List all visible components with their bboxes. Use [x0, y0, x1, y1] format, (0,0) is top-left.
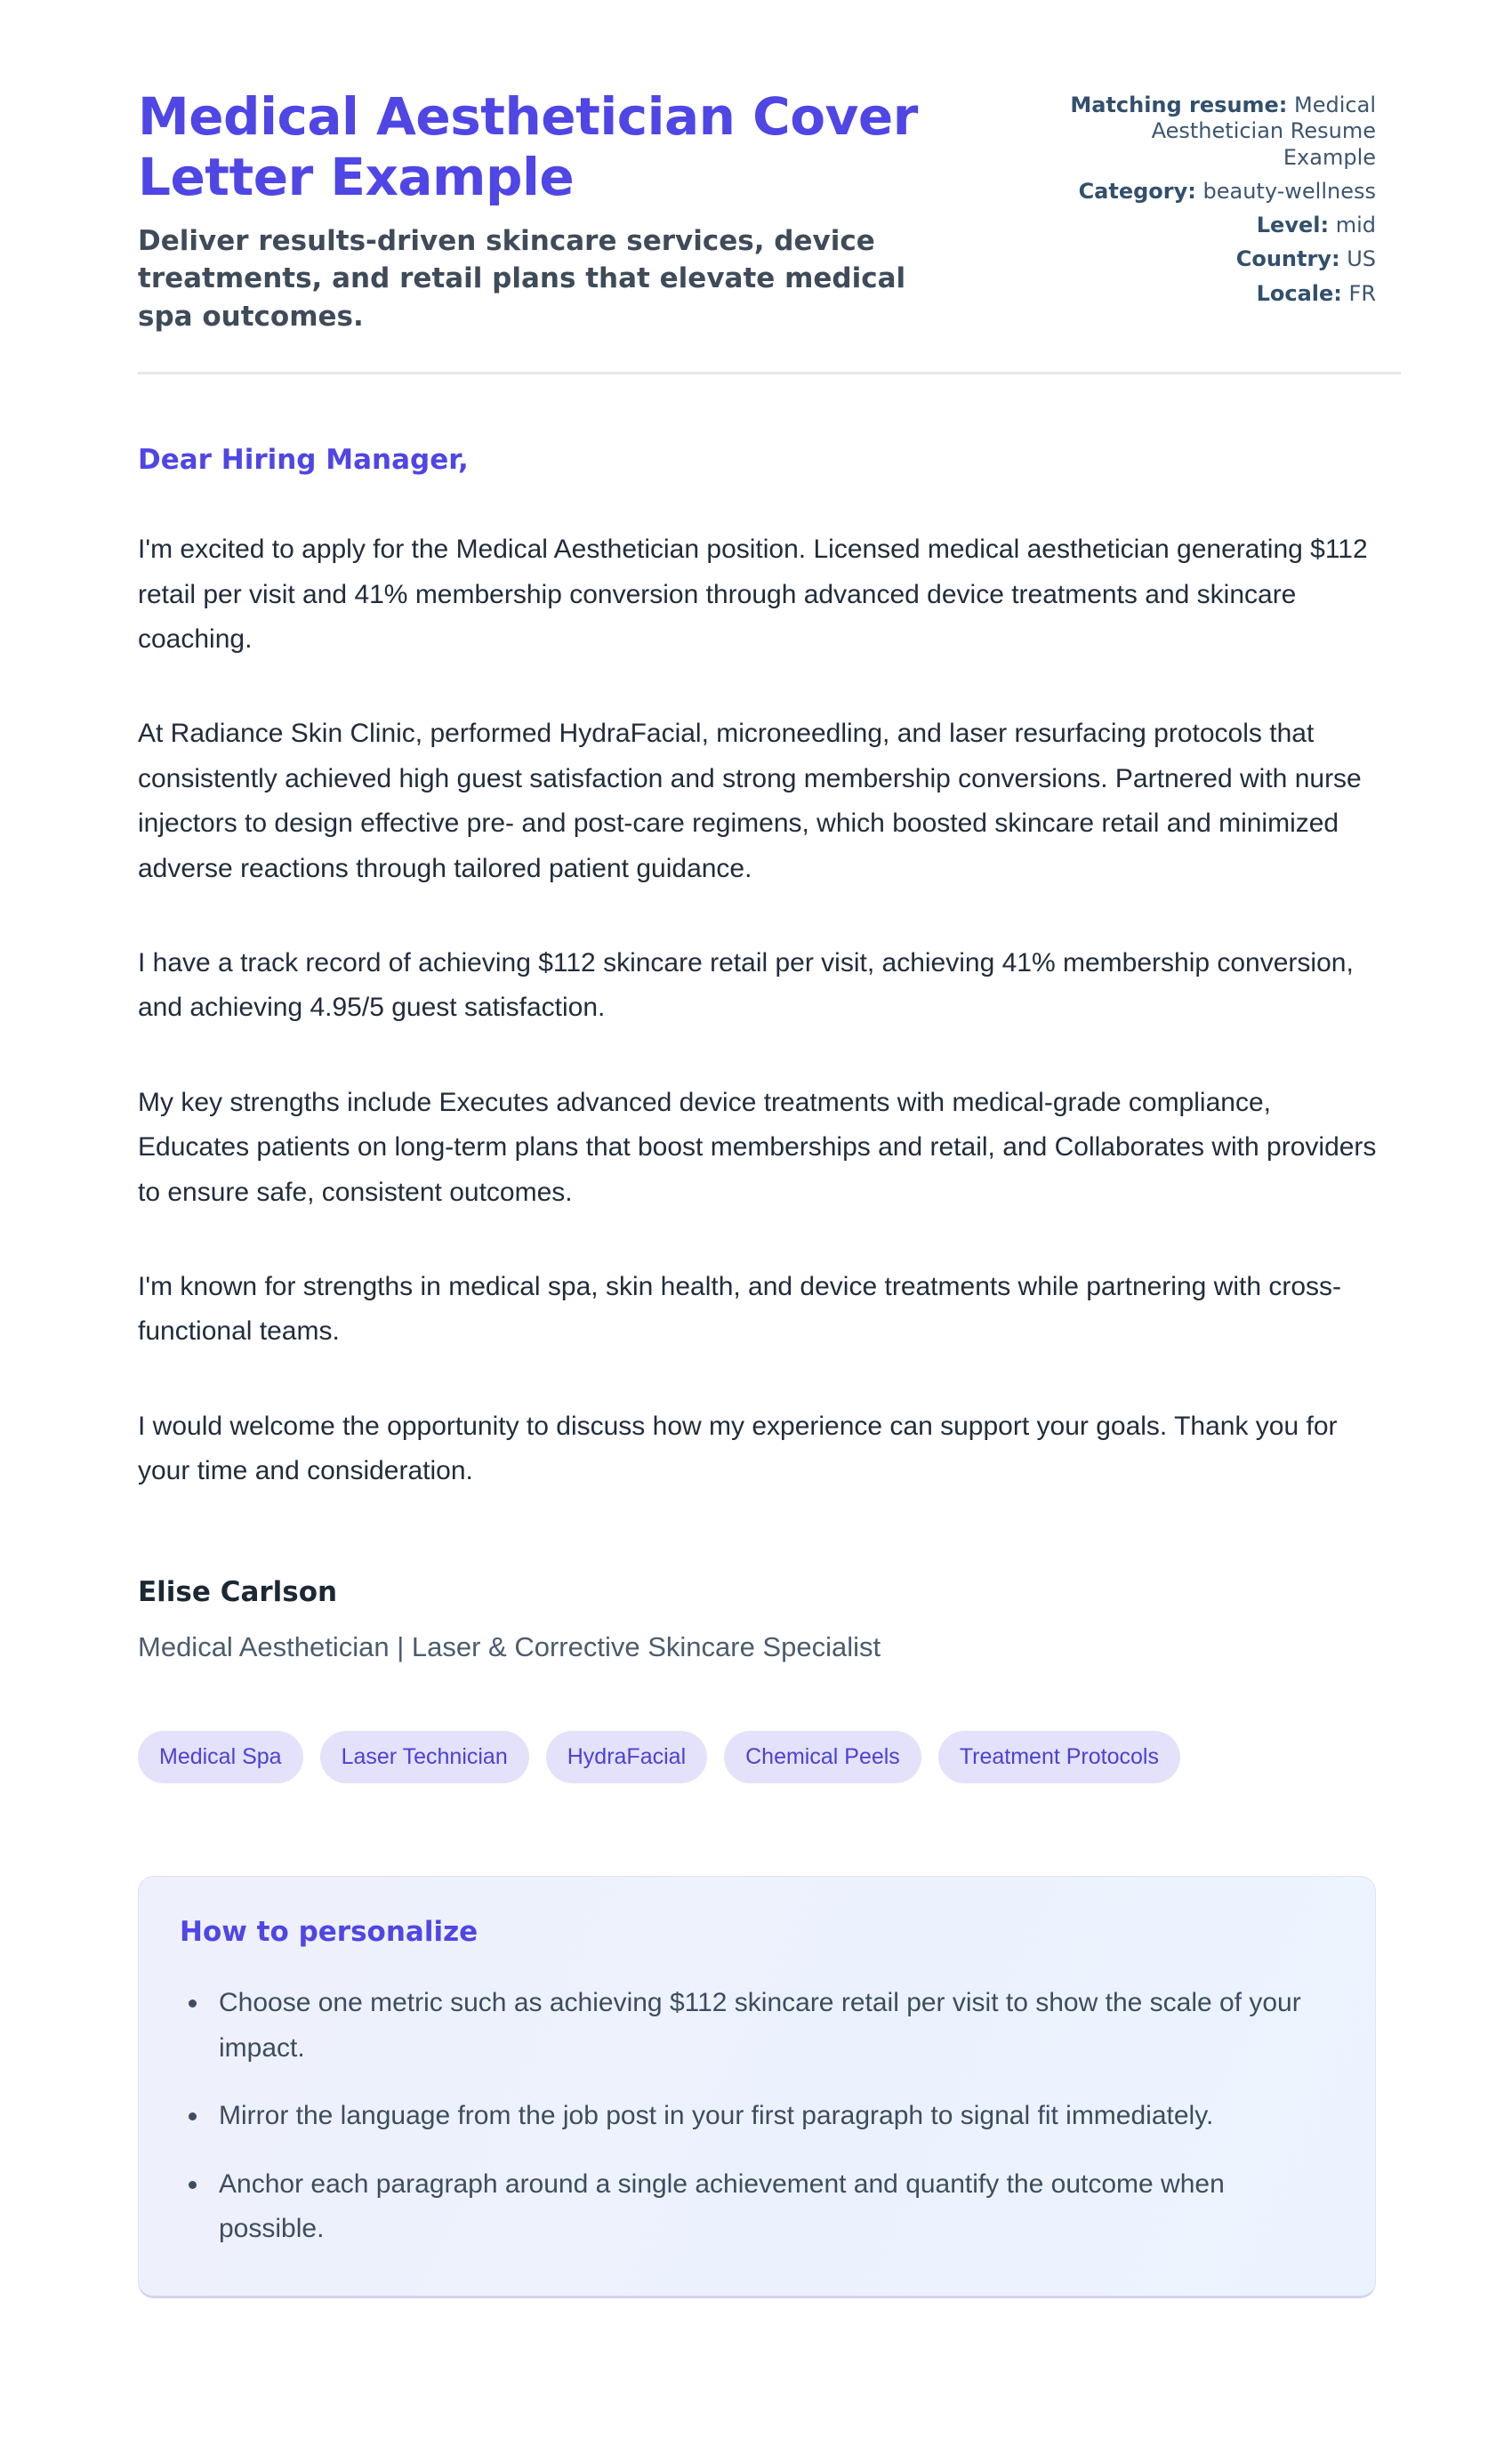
skill-tag-chemical-peels[interactable]: Chemical Peels: [724, 1731, 921, 1783]
meta-label: Locale:: [1256, 280, 1342, 306]
tip-item: • Choose one metric such as achieving $112 skincare retail per visit to show the scale of your impact.: [210, 1981, 1313, 2071]
letter-paragraph: I'm excited to apply for the Medical Aesthetician position. Licensed medical aesthetician generating $112 retail per visit and 41% membership conversion through advanced device treatments and skincare coaching.: [138, 535, 1368, 655]
meta-row-level: [1058, 213, 1376, 238]
meta-value: beauty-wellness: [1202, 178, 1376, 204]
how-to-personalize-box: [138, 1876, 1376, 2298]
skill-tags: [138, 1731, 1401, 1783]
page-title: Medical Aesthetician Cover Letter Example: [138, 86, 918, 207]
signature-name: Elise Carlson: [138, 1575, 338, 1608]
letter-paragraph: At Radiance Skin Clinic, performed HydraFacial, microneedling, and laser resurfacing protocols that consistently achieved high guest satisfaction and strong membership conversions. Partnered with nurse injectors to design effective pre- and post-care regimens, which boosted skincare retail and minimized adverse reactions through tailored patient guidance.: [138, 719, 1362, 883]
skill-tag-laser-technician[interactable]: Laser Technician: [320, 1731, 529, 1783]
skill-tag-medical-spa[interactable]: Medical Spa: [138, 1731, 303, 1783]
meta-row-matching-resume: [1058, 93, 1376, 171]
salutation: Dear Hiring Manager,: [138, 444, 469, 477]
tips-title: How to personalize: [180, 1916, 479, 1949]
meta-row-country: [1058, 246, 1376, 272]
letter-paragraph: My key strengths include Executes advanced device treatments with medical-grade compliance, Educates patients on long-term plans that boost memberships and retail, and Collaborates with providers to ensure safe, consistent outcomes.: [138, 1087, 1377, 1207]
skill-tag-hydrafacial[interactable]: HydraFacial: [546, 1731, 707, 1783]
header: [138, 87, 1401, 336]
meta-value: Medical Aesthetician Resume Example: [1151, 93, 1376, 170]
meta-value: FR: [1348, 280, 1376, 306]
header-title-block: [138, 87, 925, 336]
skill-tag-treatment-protocols[interactable]: Treatment Protocols: [938, 1731, 1180, 1783]
tips-list: [180, 1981, 1334, 2251]
letter-body: [138, 442, 1401, 2298]
letter-paragraph: I'm known for strengths in medical spa, skin health, and device treatments while partnering with cross-functional teams.: [138, 1272, 1342, 1347]
meta-label: Level:: [1256, 213, 1330, 238]
signature-role: Medical Aesthetician | Laser & Corrective Skincare Specialist: [138, 1630, 881, 1662]
meta-label: Category:: [1078, 178, 1196, 204]
meta-value: US: [1347, 246, 1376, 272]
meta-label: Country:: [1235, 246, 1340, 272]
meta-value: mid: [1335, 213, 1376, 238]
header-divider: [138, 372, 1401, 374]
tip-item: • Mirror the language from the job post in your first paragraph to signal fit immediately.: [210, 2094, 1313, 2138]
tip-item: • Anchor each paragraph around a single achievement and quantify the outcome when possible.: [210, 2162, 1313, 2252]
signature-block: [138, 1574, 1401, 1666]
letter-paragraph: I would welcome the opportunity to discuss how my experience can support your goals. Thank you for your time and consideration.: [138, 1411, 1338, 1486]
meta-row-locale: [1058, 281, 1376, 307]
meta-label: Matching resume:: [1070, 93, 1288, 117]
meta-row-category: [1058, 179, 1376, 205]
meta-panel: [1058, 87, 1401, 315]
page-subtitle: Deliver results-driven skincare services, device treatments, and retail plans that elevate medical spa outcomes.: [138, 224, 906, 334]
letter-paragraph: I have a track record of achieving $112 skincare retail per visit, achieving 41% membership conversion, and achieving 4.95/5 guest satisfaction.: [138, 948, 1354, 1023]
